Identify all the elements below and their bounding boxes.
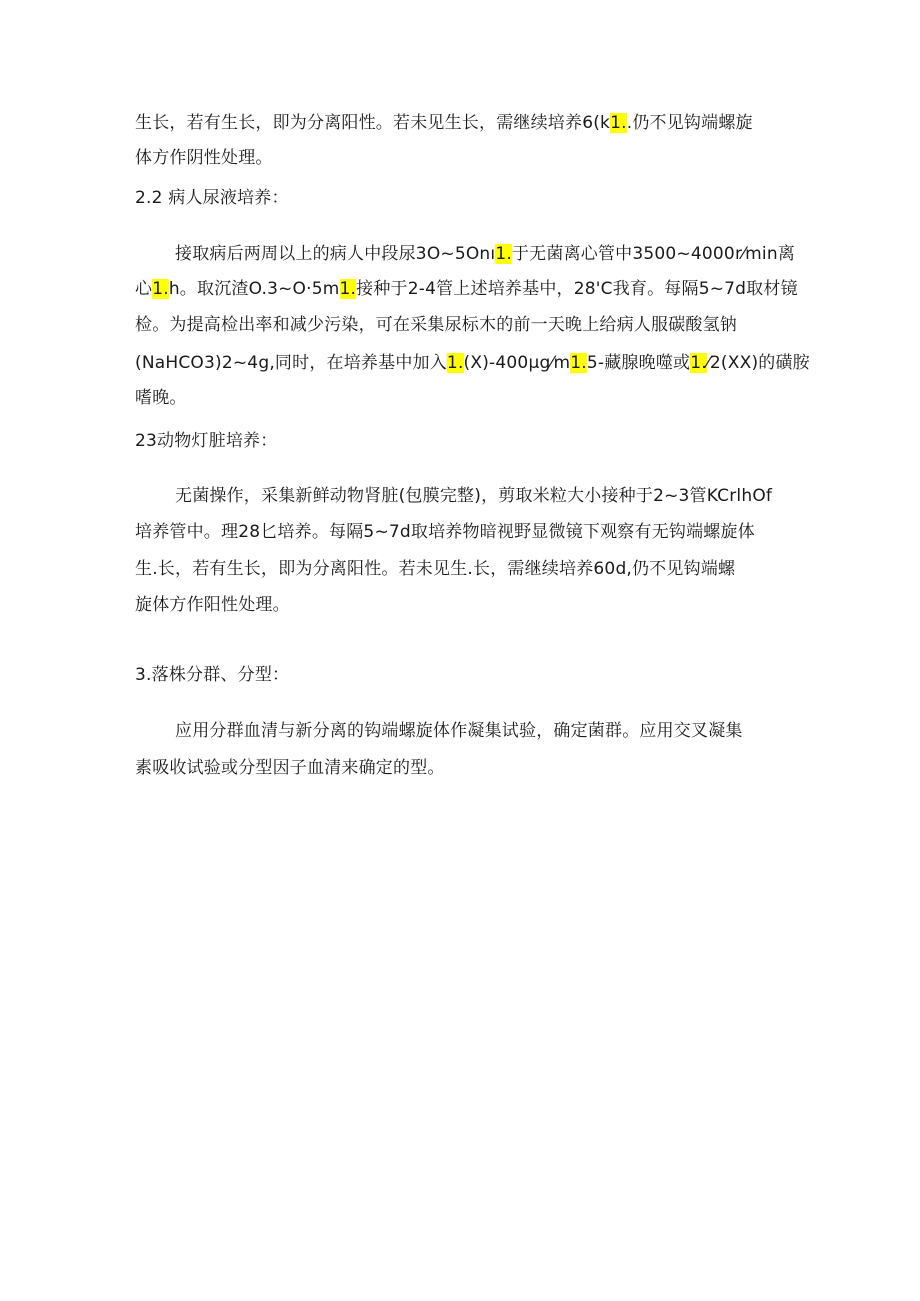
paragraph-line: 旋体方作阳性处理。: [135, 595, 290, 615]
highlighted-text: 1.: [610, 113, 627, 133]
text-run: 心: [135, 279, 153, 299]
text-run: 接种于2-4管上述培养基中，28'C我育。每隔5~7d取材镜: [356, 279, 798, 299]
text-run: 5-藏腺晚噬或: [586, 353, 691, 373]
paragraph-line: 无菌操作，采集新鲜动物肾脏(包膜完整)，剪取米粒大小接种于2~3管KCrlhOf: [175, 486, 773, 506]
text-run: h。取沉渣O.3~O·5m: [168, 279, 340, 299]
paragraph-line: 素吸收试验或分型因子血清来确定的型。: [135, 758, 445, 778]
paragraph-line: [175, 243, 795, 265]
text-run: (X)-400μg⁄m: [463, 353, 571, 373]
highlighted-text: 1.: [570, 353, 587, 373]
paragraph-line: 应用分群血清与新分离的钩端螺旋体作凝集试验，确定菌群。应用交叉凝集: [175, 721, 743, 741]
text-run: (NaHCO3)2~4g,同时，在培养基中加入: [135, 353, 447, 373]
text-run: ⁄2(XX)的磺胺: [706, 353, 810, 373]
paragraph-line: [135, 352, 810, 374]
section-heading-2-2: 2.2 病人尿液培养：: [135, 188, 289, 208]
paragraph-line: 培养管中。理28匕培养。每隔5~7d取培养物暗视野显微镜下观察有无钩端螺旋体: [135, 522, 755, 542]
highlighted-text: 1.: [446, 353, 464, 373]
text-run: 生长，若有生长，即为分离阳性。若未见生长，需继续培养6(k: [135, 113, 611, 133]
text-run: .仍不见钩端螺旋: [626, 113, 753, 133]
text-run: 接取病后两周以上的病人中段尿3O~5Onı: [175, 244, 496, 264]
section-heading-3: 3.落株分群、分型：: [135, 665, 290, 685]
paragraph-line: 嗜晚。: [135, 388, 187, 408]
paragraph-line: 检。为提高检出率和减少污染，可在采集尿标木的前一天晚上给病人服碳酸氢钠: [135, 315, 737, 335]
highlighted-text: 1.: [339, 279, 357, 299]
paragraph-line: [135, 278, 798, 300]
highlighted-text: 1.: [495, 244, 512, 264]
section-heading-2-3: 23动物灯脏培养：: [135, 431, 278, 451]
highlighted-text: 1.: [690, 353, 707, 373]
paragraph-line: [135, 112, 753, 134]
paragraph-line: 体方作阴性处理。: [135, 148, 273, 168]
paragraph-line: 生.长，若有生长，即为分离阳性。若未见生.长，需继续培养60d,仍不见钩端螺: [135, 559, 736, 579]
text-run: 于无菌离心管中3500~4000r⁄min离: [511, 244, 796, 264]
highlighted-text: 1.: [152, 279, 169, 299]
